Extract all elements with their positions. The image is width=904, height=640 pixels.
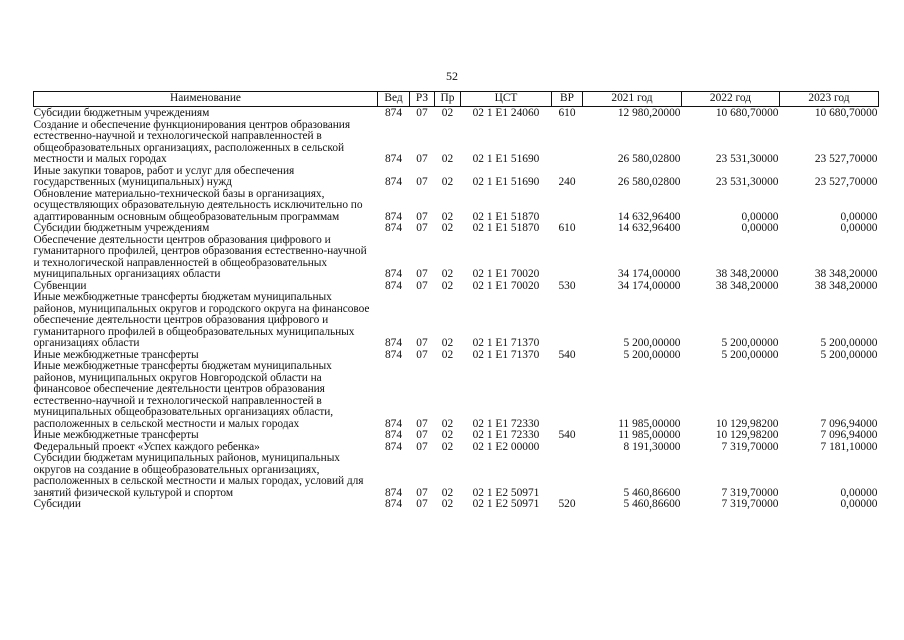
cell-name: Субсидии бюджетным учреждениям xyxy=(33,107,210,119)
cell-rz: 07 xyxy=(416,107,428,119)
cell-pr: 02 xyxy=(441,107,454,119)
cell-vr: 610 xyxy=(558,222,576,234)
cell-2022: 0,00000 xyxy=(741,222,779,234)
cell-cst: 02 1 E1 70020 xyxy=(472,279,540,292)
cell-cst: 02 1 E1 51870 xyxy=(472,222,540,234)
cell-2022: 38 348,20000 xyxy=(715,268,779,280)
cell-2021: 14 632,96400 xyxy=(617,210,681,223)
cell-rz: 07 xyxy=(416,210,428,223)
cell-ved: 874 xyxy=(384,348,403,361)
cell-2022: 5 200,00000 xyxy=(721,348,779,361)
table-header-row xyxy=(34,92,879,107)
cell-pr: 02 xyxy=(441,440,454,453)
cell-name: Иные межбюджетные трансферты xyxy=(33,348,199,361)
header-rz: РЗ xyxy=(410,92,435,107)
cell-2023: 7 096,94000 xyxy=(820,417,878,430)
cell-ved: 874 xyxy=(384,279,403,292)
table-row xyxy=(34,223,879,235)
cell-pr: 02 xyxy=(441,210,454,223)
cell-pr: 02 xyxy=(441,348,454,361)
cell-2022: 7 319,70000 xyxy=(721,440,779,453)
cell-name: Создание и обеспечение функционирования центров образования естественно-научной и технологической направленностей в общеобразовательных организациях, расположенных в сельской местности и малых городах xyxy=(33,118,351,165)
header-pr: Пр xyxy=(435,92,461,107)
cell-2022: 10 129,98200 xyxy=(715,429,779,441)
cell-2021: 11 985,00000 xyxy=(618,429,681,441)
cell-2023: 0,00000 xyxy=(840,222,878,234)
header-ved: Вед xyxy=(378,92,410,107)
cell-2022: 10 680,70000 xyxy=(715,107,779,119)
header-2021: 2021 год xyxy=(583,92,682,107)
cell-rz: 07 xyxy=(416,153,428,165)
cell-ved: 874 xyxy=(384,498,403,510)
cell-2023: 7 096,94000 xyxy=(820,429,878,441)
cell-2021: 5 460,86600 xyxy=(623,486,681,499)
cell-2021: 5 200,00000 xyxy=(623,337,681,349)
cell-vr xyxy=(552,453,583,499)
cell-2021: 5 460,86600 xyxy=(623,498,681,510)
cell-2023: 7 181,10000 xyxy=(820,440,878,453)
cell-2022: 7 319,70000 xyxy=(721,498,779,510)
cell-rz: 07 xyxy=(416,348,428,361)
cell-name: Федеральный проект «Успех каждого ребенка» xyxy=(33,440,260,453)
table-row xyxy=(34,120,879,166)
cell-pr: 02 xyxy=(441,429,454,441)
cell-rz: 07 xyxy=(416,176,428,188)
cell-rz: 07 xyxy=(416,279,428,292)
table-row xyxy=(34,107,879,120)
cell-2021: 12 980,20000 xyxy=(617,107,681,119)
cell-name: Иные межбюджетные трансферты xyxy=(33,429,199,441)
cell-ved: 874 xyxy=(384,222,403,234)
cell-2021: 14 632,96400 xyxy=(617,222,681,234)
cell-pr: 02 xyxy=(441,337,454,349)
cell-cst: 02 1 E1 71370 xyxy=(472,337,540,349)
cell-cst: 02 1 E1 70020 xyxy=(472,268,540,280)
header-name: Наименование xyxy=(34,92,378,107)
cell-rz: 07 xyxy=(416,268,428,280)
cell-rz: 07 xyxy=(416,429,428,441)
cell-rz: 07 xyxy=(416,486,428,499)
header-2022: 2022 год xyxy=(682,92,780,107)
cell-name: Иные закупки товаров, работ и услуг для обеспечения государственных (муниципальных) нужд xyxy=(33,164,295,188)
cell-cst: 02 1 E2 50971 xyxy=(472,498,540,510)
cell-2023: 23 527,70000 xyxy=(814,153,878,165)
cell-2021: 5 200,00000 xyxy=(623,348,681,361)
cell-ved: 874 xyxy=(384,176,403,188)
cell-cst: 02 1 E1 51870 xyxy=(472,210,540,223)
cell-2022: 23 531,30000 xyxy=(715,176,779,188)
cell-ved: 874 xyxy=(384,210,403,223)
table-row xyxy=(34,453,879,499)
budget-table xyxy=(33,91,879,511)
cell-2023: 5 200,00000 xyxy=(820,337,878,349)
cell-pr: 02 xyxy=(441,176,454,188)
cell-vr: 540 xyxy=(558,348,576,361)
cell-name: Иные межбюджетные трансферты бюджетам муниципальных районов, муниципальных округов Новгородской области на финансовое обеспечение деятельности центров образования естественно-научной и технологической направленностей в муниципальных общеобразовательных организациях области, расположенных в сельской местности и малых городах xyxy=(33,360,334,430)
cell-pr: 02 xyxy=(441,486,454,499)
cell-cst: 02 1 E1 51690 xyxy=(472,176,540,188)
cell-rz: 07 xyxy=(416,440,428,453)
cell-vr: 240 xyxy=(558,176,576,188)
cell-2023: 0,00000 xyxy=(840,486,878,499)
table-row xyxy=(34,166,879,189)
cell-2023: 23 527,70000 xyxy=(814,176,878,188)
cell-2022: 23 531,30000 xyxy=(715,153,779,165)
cell-ved: 874 xyxy=(384,268,403,280)
cell-name: Субсидии бюджетам муниципальных районов, муниципальных округов на создание в общеобразовательных организациях, расположенных в сельской местности и малых городах, условий для занятий физической культурой и спортом xyxy=(33,452,364,499)
cell-ved: 874 xyxy=(384,429,403,441)
cell-name: Обновление материально-технической базы в организациях, осуществляющих образовательную деятельность исключительно по адаптированным основным общеобразовательным программам xyxy=(33,187,363,223)
cell-2022: 0,00000 xyxy=(741,210,779,223)
cell-2021: 26 580,02800 xyxy=(617,153,681,165)
cell-2021: 34 174,00000 xyxy=(617,279,681,292)
cell-pr: 02 xyxy=(441,498,454,510)
cell-name: Субсидии xyxy=(33,498,81,510)
cell-rz: 07 xyxy=(416,222,428,234)
cell-cst: 02 1 E1 72330 xyxy=(472,417,540,430)
table-body xyxy=(34,107,879,511)
cell-2021: 26 580,02800 xyxy=(617,176,681,188)
cell-2022: 5 200,00000 xyxy=(721,337,779,349)
cell-ved: 874 xyxy=(384,337,403,349)
cell-rz: 07 xyxy=(416,498,428,510)
cell-pr: 02 xyxy=(441,268,454,280)
table-row xyxy=(34,235,879,281)
cell-vr xyxy=(552,292,583,350)
cell-ved: 874 xyxy=(384,440,403,453)
page-number: 52 xyxy=(446,69,458,83)
cell-vr xyxy=(552,361,583,430)
cell-vr xyxy=(552,235,583,281)
cell-2022: 7 319,70000 xyxy=(721,486,779,499)
cell-cst: 02 1 E1 71370 xyxy=(472,348,540,361)
cell-ved: 874 xyxy=(384,107,403,119)
cell-vr xyxy=(552,189,583,224)
cell-vr xyxy=(552,442,583,454)
cell-pr: 02 xyxy=(441,153,454,165)
table-row xyxy=(34,499,879,511)
cell-pr: 02 xyxy=(441,279,454,292)
cell-vr: 520 xyxy=(558,498,576,510)
cell-2023: 5 200,00000 xyxy=(820,348,878,361)
cell-vr: 530 xyxy=(558,279,576,292)
cell-name: Иные межбюджетные трансферты бюджетам муниципальных районов, муниципальных округов и городского округа на финансовое обеспечение деятельности центров образования цифрового и гуманитарного профилей в общеобразовательных муниципальных организациях области xyxy=(33,291,370,349)
header-vr: ВР xyxy=(552,92,583,107)
cell-2023: 0,00000 xyxy=(840,210,878,223)
cell-cst: 02 1 E1 51690 xyxy=(472,153,540,165)
cell-vr xyxy=(552,120,583,166)
table-row xyxy=(34,189,879,224)
cell-ved: 874 xyxy=(384,153,403,165)
cell-vr: 610 xyxy=(558,107,576,119)
cell-2022: 10 129,98200 xyxy=(715,417,779,430)
cell-2023: 38 348,20000 xyxy=(814,268,878,280)
table-row xyxy=(34,430,879,442)
cell-2022: 38 348,20000 xyxy=(715,279,779,292)
cell-cst: 02 1 E1 72330 xyxy=(472,429,540,441)
cell-cst: 02 1 E2 00000 xyxy=(472,440,540,453)
cell-pr: 02 xyxy=(441,222,454,234)
header-2023: 2023 год xyxy=(780,92,879,107)
cell-2023: 38 348,20000 xyxy=(814,279,878,292)
cell-2021: 11 985,00000 xyxy=(618,417,681,430)
cell-ved: 874 xyxy=(384,417,403,430)
cell-name: Субсидии бюджетным учреждениям xyxy=(33,222,210,234)
table-row xyxy=(34,361,879,430)
table-row xyxy=(34,292,879,350)
cell-2021: 34 174,00000 xyxy=(617,268,681,280)
cell-pr: 02 xyxy=(441,417,454,430)
cell-vr: 540 xyxy=(558,429,576,441)
cell-2023: 0,00000 xyxy=(840,498,878,510)
cell-rz: 07 xyxy=(416,417,428,430)
cell-name: Субвенции xyxy=(33,279,87,292)
cell-ved: 874 xyxy=(384,486,403,499)
cell-name: Обеспечение деятельности центров образования цифрового и гуманитарного профилей, центров образования естественно-научной и технологической направленностей в общеобразовательных муниципальных организациях области xyxy=(33,233,367,280)
cell-2021: 8 191,30000 xyxy=(623,440,681,453)
cell-2023: 10 680,70000 xyxy=(814,107,878,119)
cell-rz: 07 xyxy=(416,337,428,349)
header-cst: ЦСТ xyxy=(461,92,552,107)
cell-cst: 02 1 E2 50971 xyxy=(472,486,540,499)
cell-cst: 02 1 E1 24060 xyxy=(472,107,540,119)
